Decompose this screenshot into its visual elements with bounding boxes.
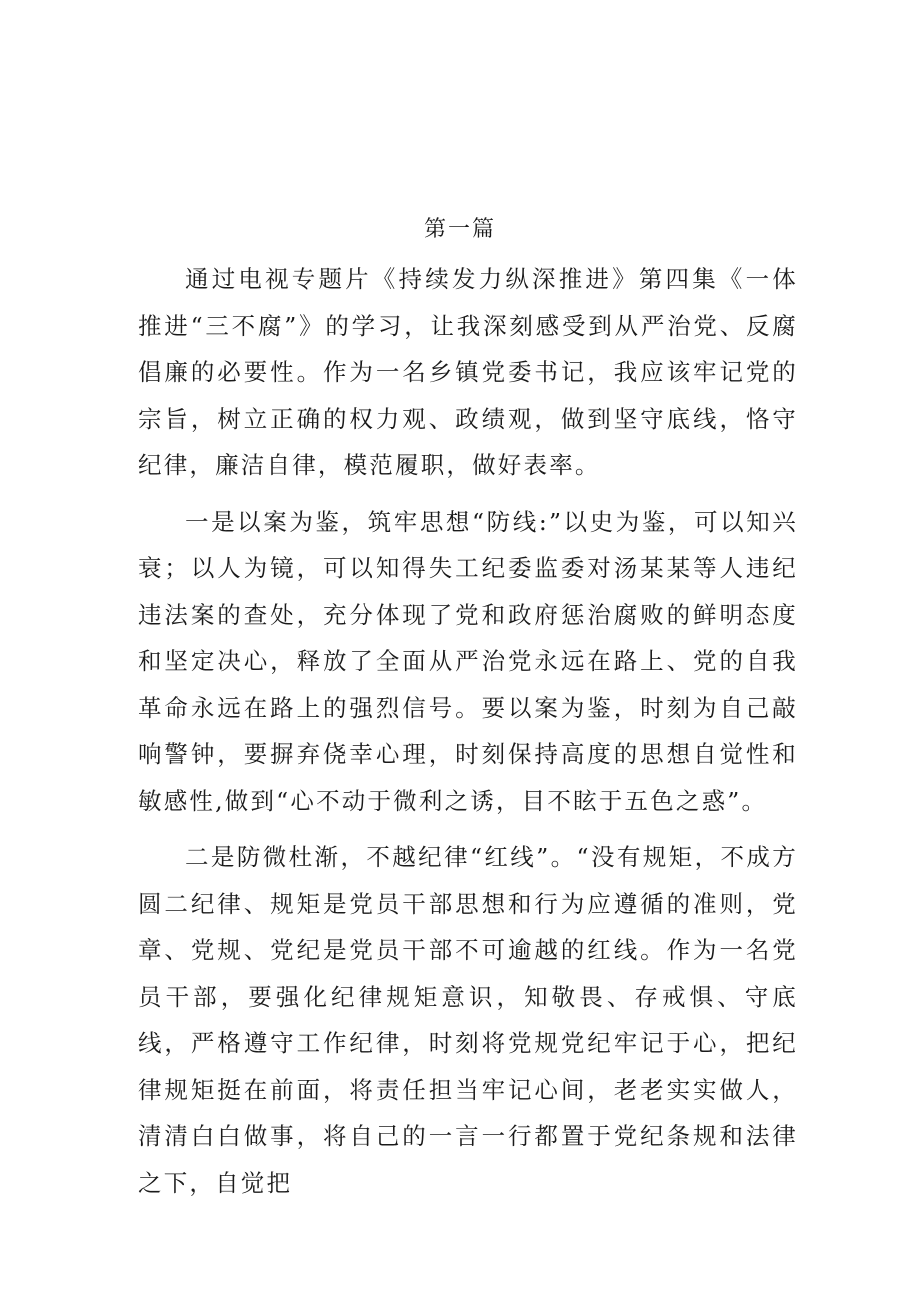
document-title: 第一篇 <box>423 217 496 242</box>
paragraph-point-two: 二是防微杜渐，不越纪律“红线”。“没有规矩，不成方圆二纪律、规矩是党员干部思想和行为应遵循的准则，党章、党规、党纪是党员干部不可逾越的红线。作为一名党员干部，要强化纪律规矩意识，知敬畏、存戒惧、守底线，严格遵守工作纪律，时刻将党规党纪牢记于心，把纪律规矩挺在前面，将责任担当牢记心间，老老实实做人，清清白白做事，将自己的一言一行都置于党纪条规和法律之下，自觉把 <box>138 843 798 1197</box>
document-body <box>138 256 798 1216</box>
paragraph-point-one: 一是以案为鉴，筑牢思想“防线:”以史为鉴，可以知兴衰；以人为镜，可以知得失工纪委监委对汤某某等人违纪违法案的查处，充分体现了党和政府惩治腐败的鲜明态度和坚定决心，释放了全面从严治党永远在路上、党的自我革命永远在路上的强烈信号。要以案为鉴，时刻为自己敲响警钟，要摒弃侥幸心理，时刻保持高度的思想自觉性和敏感性,做到“心不动于微利之诱，目不眩于五色之惑”。 <box>138 507 798 815</box>
paragraph-intro: 通过电视专题片《持续发力纵深推进》第四集《一体推进“三不腐”》的学习，让我深刻感受到从严治党、反腐倡廉的必要性。作为一名乡镇党委书记，我应该牢记党的宗旨，树立正确的权力观、政绩观，做到坚守底线，恪守纪律，廉洁自律，模范履职，做好表率。 <box>138 265 798 479</box>
